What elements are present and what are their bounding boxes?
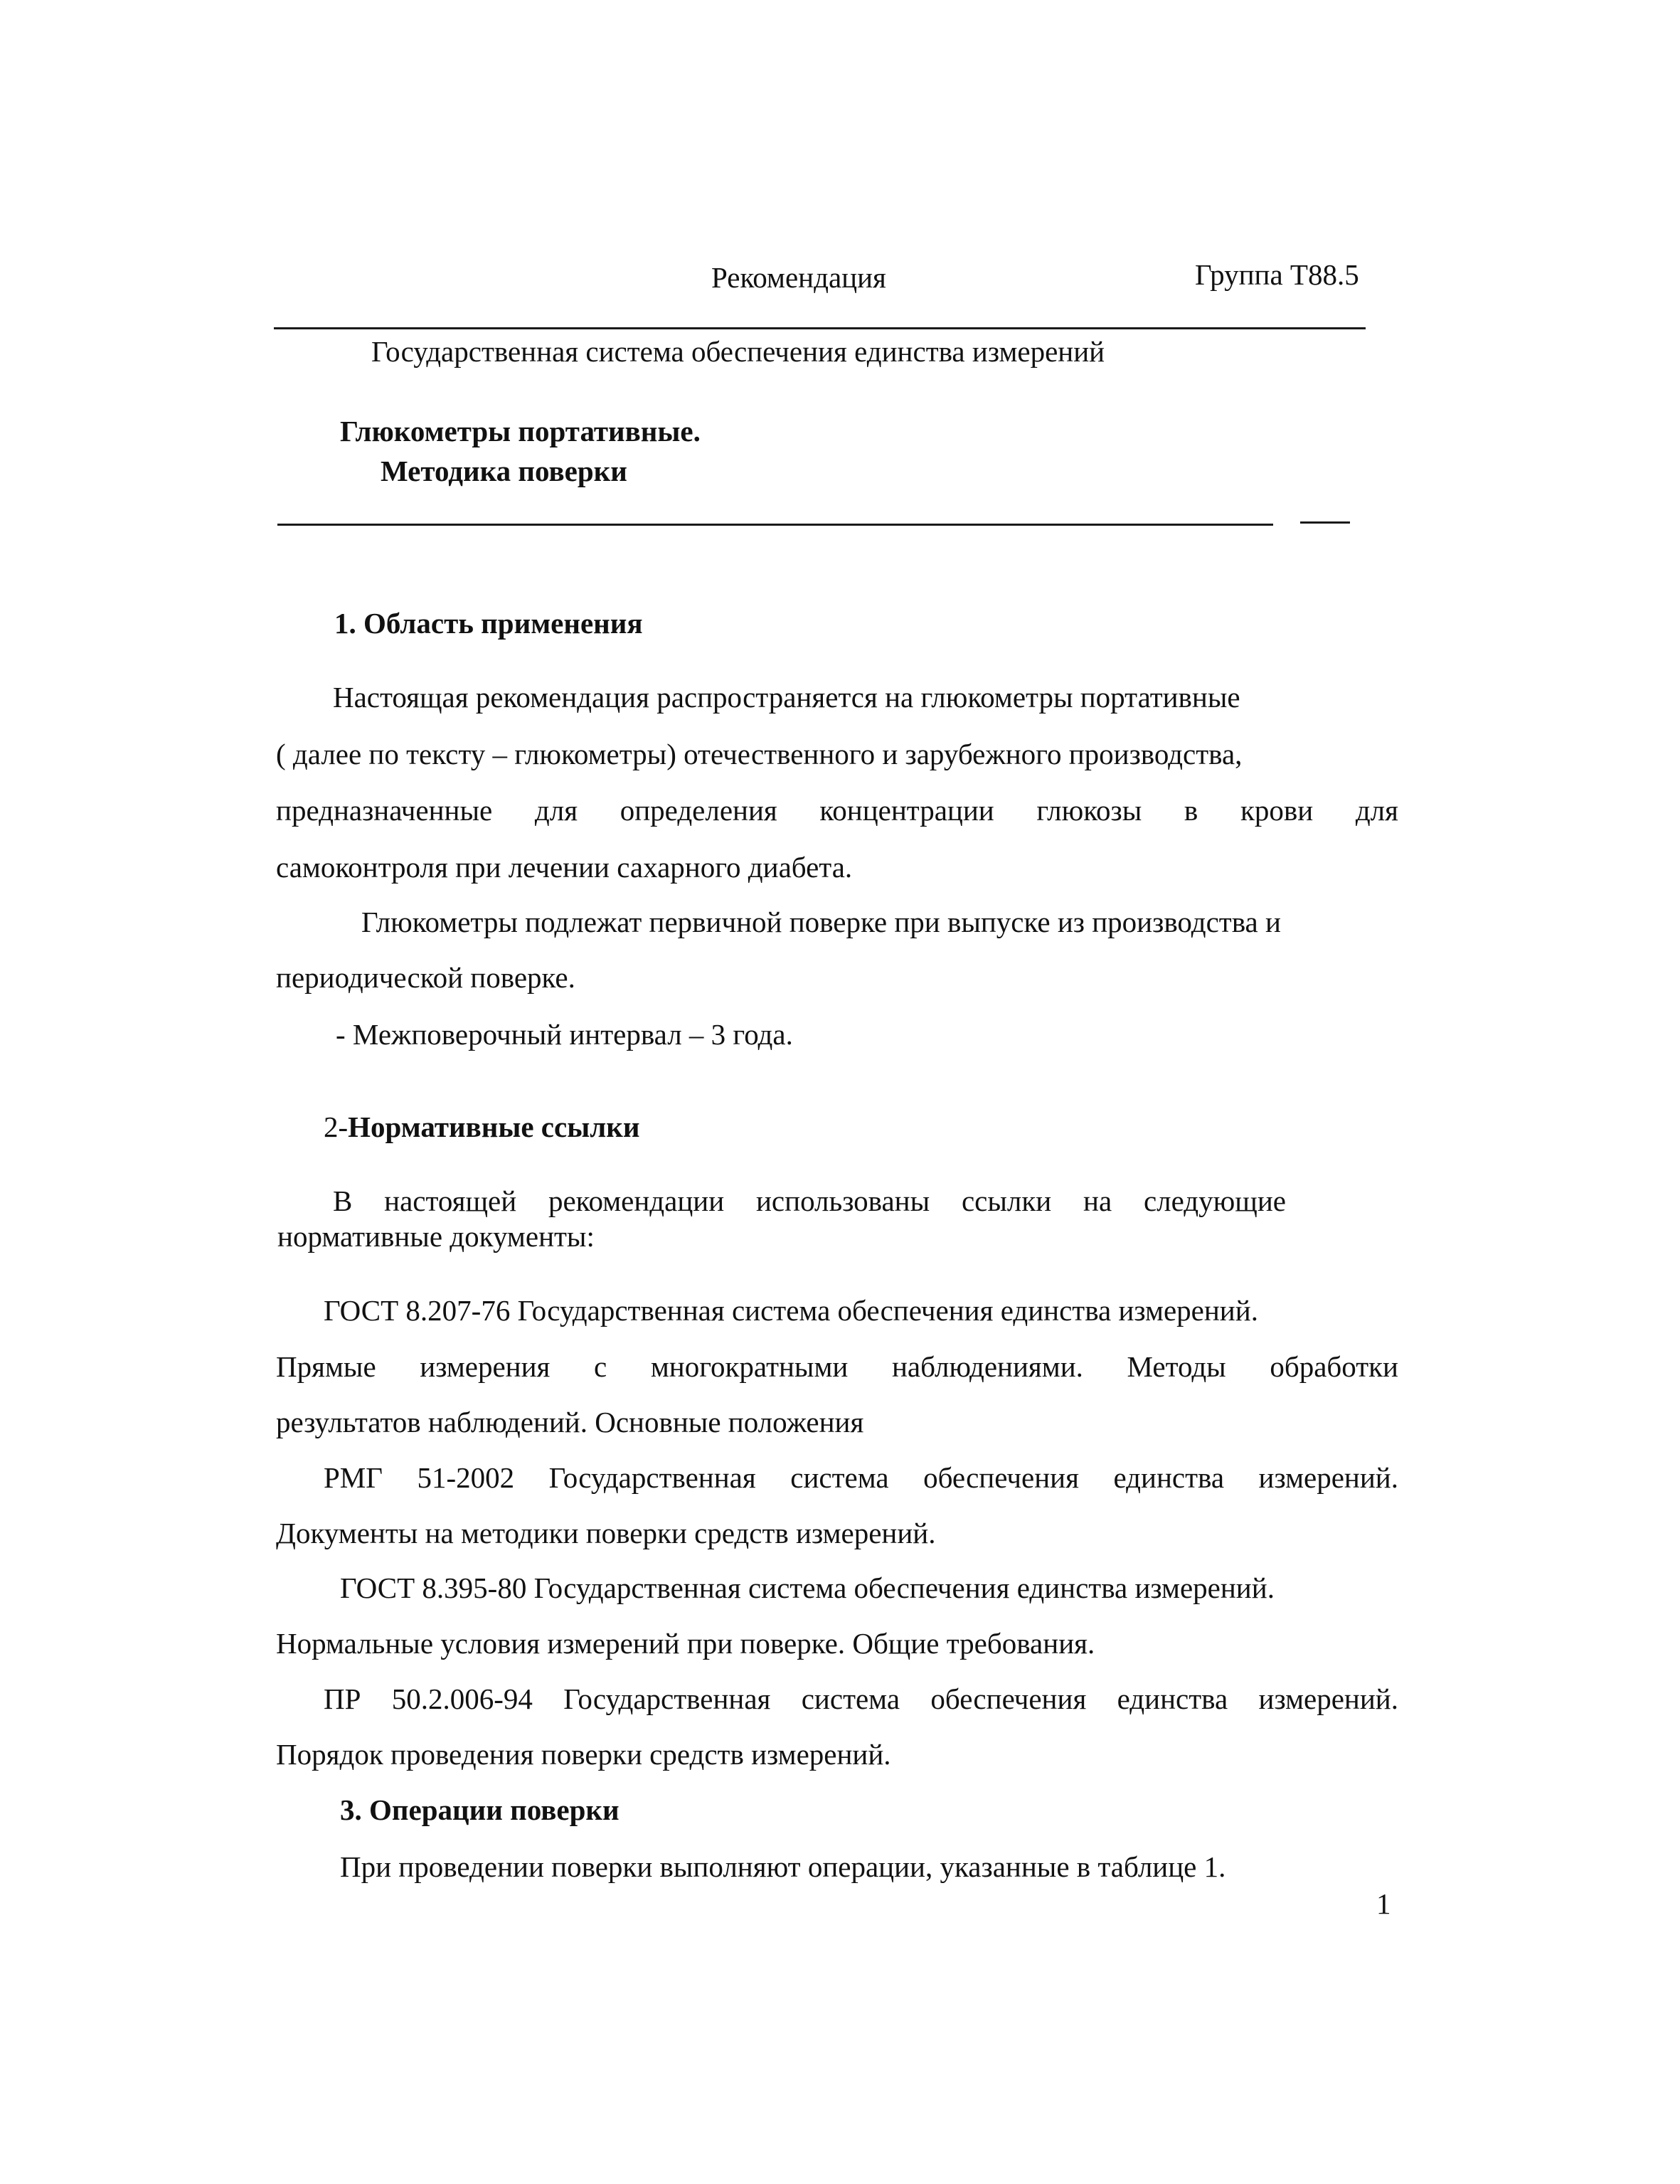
section2-intro-line: В настоящей рекомендации использованы ссылки на следующие xyxy=(333,1184,1286,1217)
title-rule xyxy=(277,524,1273,526)
section2-intro-line: нормативные документы: xyxy=(277,1220,595,1253)
section1-para1-line: ( далее по тексту – глюкометры) отечественного и зарубежного производства, xyxy=(276,738,1243,770)
reference-line: Документы на методики поверки средств измерений. xyxy=(276,1517,936,1549)
section3-heading: 3. Операции поверки xyxy=(340,1793,620,1826)
section1-interval: - Межповерочный интервал – 3 года. xyxy=(336,1018,793,1051)
reference-line: ГОСТ 8.207-76 Государственная система обеспечения единства измерений. xyxy=(324,1294,1258,1327)
section1-para2-line: Глюкометры подлежат первичной поверке при выпуске из производства и xyxy=(361,906,1281,938)
document-title-line2: Методика поверки xyxy=(381,455,627,487)
reference-line: ГОСТ 8.395-80 Государственная система обеспечения единства измерений. xyxy=(340,1571,1275,1604)
section1-para2-line: периодической поверке. xyxy=(276,961,575,994)
reference-line: ПР 50.2.006-94 Государственная система обеспечения единства измерений. xyxy=(324,1682,1398,1715)
section1-para1-line: Настоящая рекомендация распространяется на глюкометры портативные xyxy=(333,681,1240,714)
reference-line: РМГ 51-2002 Государственная система обеспечения единства измерений. xyxy=(324,1461,1398,1494)
reference-line: Порядок проведения поверки средств измерений. xyxy=(276,1738,891,1771)
section2-heading xyxy=(324,1110,639,1144)
title-rule-end xyxy=(1300,521,1350,524)
reference-line: Нормальные условия измерений при поверке. Общие требования. xyxy=(276,1627,1095,1660)
document-type-label: Рекомендация xyxy=(711,261,886,294)
document-title-line1: Глюкометры портативные. xyxy=(340,415,701,447)
system-title: Государственная система обеспечения единства измерений xyxy=(371,335,1105,368)
reference-line: результатов наблюдений. Основные положения xyxy=(276,1406,864,1438)
section1-para1-line: предназначенные для определения концентрации глюкозы в крови для xyxy=(276,794,1398,827)
section1-para1-line: самоконтроля при лечении сахарного диабета. xyxy=(276,851,853,884)
header-rule xyxy=(274,327,1366,329)
section1-heading: 1. Область применения xyxy=(334,607,643,640)
section2-heading-text: Нормативные ссылки xyxy=(348,1110,640,1143)
section3-paragraph: При проведении поверки выполняют операции, указанные в таблице 1. xyxy=(340,1850,1226,1883)
section2-heading-number: 2- xyxy=(324,1110,349,1143)
group-code: Группа Т88.5 xyxy=(1195,258,1359,291)
reference-line: Прямые измерения с многократными наблюдениями. Методы обработки xyxy=(276,1350,1398,1383)
page-number: 1 xyxy=(1376,1887,1391,1920)
